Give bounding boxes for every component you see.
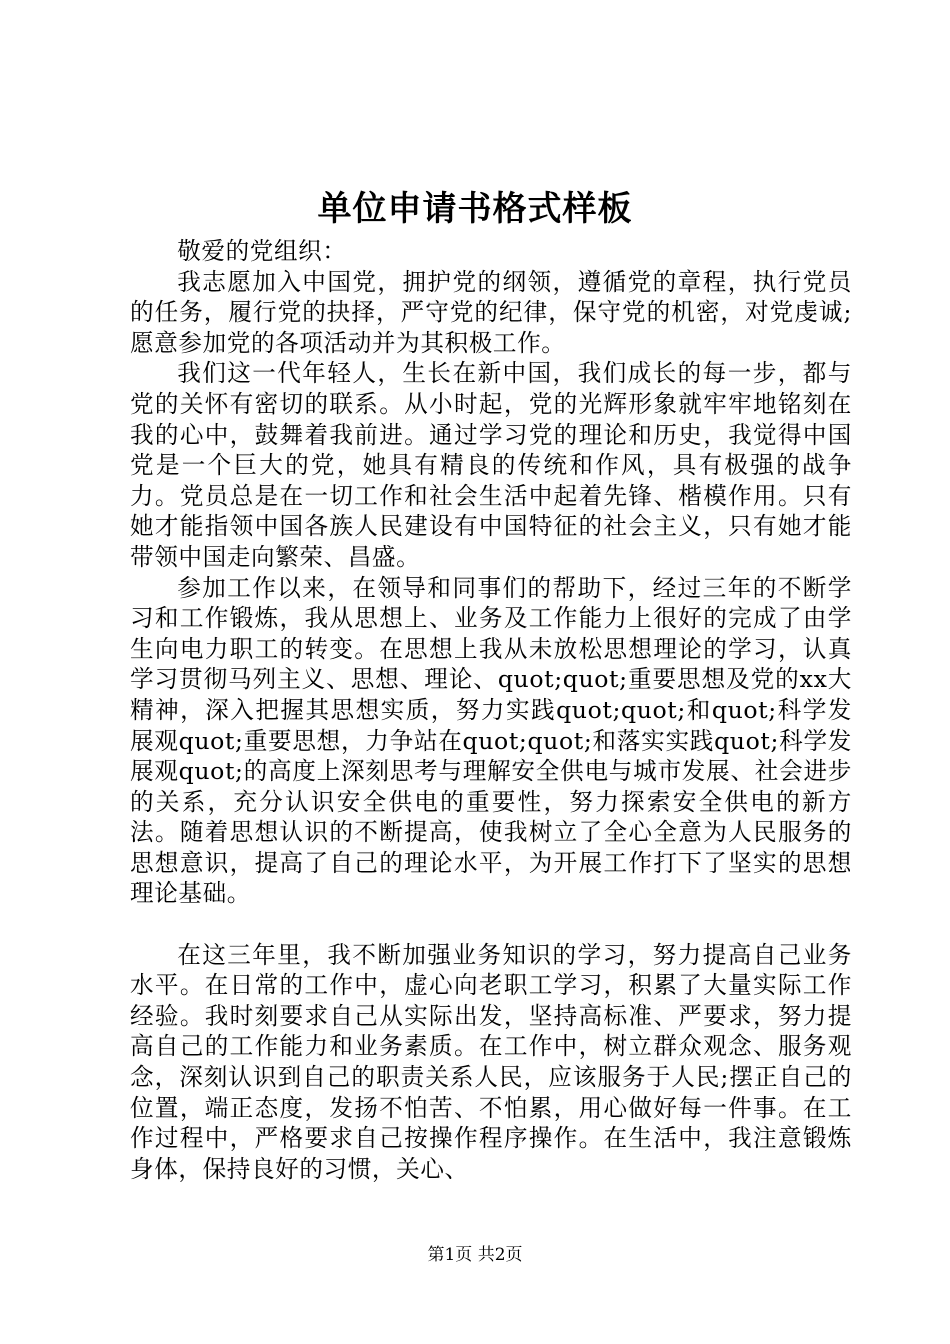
page-footer: 第1页 共2页 <box>427 1245 523 1265</box>
paragraph-1: 我志愿加入中国党，拥护党的纲领，遵循党的章程，执行党员的任务，履行党的抉择，严守党的纪律，保守党的机密，对党虔诚;愿意参加党的各项活动并为其积极工作。 <box>130 267 852 357</box>
paragraph-4: 在这三年里，我不断加强业务知识的学习，努力提高自己业务水平。在日常的工作中，虚心向老职工学习，积累了大量实际工作经验。我时刻要求自己从实际出发，坚持高标准、严要求，努力提高自己的工作能力和业务素质。在工作中，树立群众观念、服务观念，深刻认识到自己的职责关系人民，应该服务于人民;摆正自己的位置，端正态度，发扬不怕苦、不怕累，用心做好每一件事。在工作过程中，严格要求自己按操作程序操作。在生活中，我注意锻炼身体，保持良好的习惯，关心、 <box>130 940 852 1183</box>
paragraph-3: 参加工作以来，在领导和同事们的帮助下，经过三年的不断学习和工作锻炼，我从思想上、业务及工作能力上很好的完成了由学生向电力职工的转变。在思想上我从未放松思想理论的学习，认真学习贯彻马列主义、思想、理论、quot;quot;重要思想及党的xx大精神，深入把握其思想实质，努力实践quot;quot;和quot;科学发展观quot;重要思想，力争站在quot;quot;和落实实践quot;科学发展观quot;的高度上深刻思考与理解安全供电与城市发展、社会进步的关系，充分认识安全供电的重要性，努力探索安全供电的新方法。随着思想认识的不断提高，使我树立了全心全意为人民服务的思想意识，提高了自己的理论水平，为开展工作打下了坚实的思想理论基础。 <box>130 573 852 908</box>
document-title: 单位申请书格式样板 <box>317 189 633 229</box>
paragraph-2: 我们这一代年轻人，生长在新中国，我们成长的每一步，都与党的关怀有密切的联系。从小时起，党的光辉形象就牢牢地铭刻在我的心中，鼓舞着我前进。通过学习党的理论和历史，我觉得中国党是一个巨大的党，她具有精良的传统和作风，具有极强的战争力。党员总是在一切工作和社会生活中起着先锋、楷模作用。只有她才能指领中国各族人民建设有中国特征的社会主义，只有她才能带领中国走向繁荣、昌盛。 <box>130 359 852 571</box>
salutation: 敬爱的党组织： <box>177 237 347 265</box>
document-body <box>130 236 852 1184</box>
